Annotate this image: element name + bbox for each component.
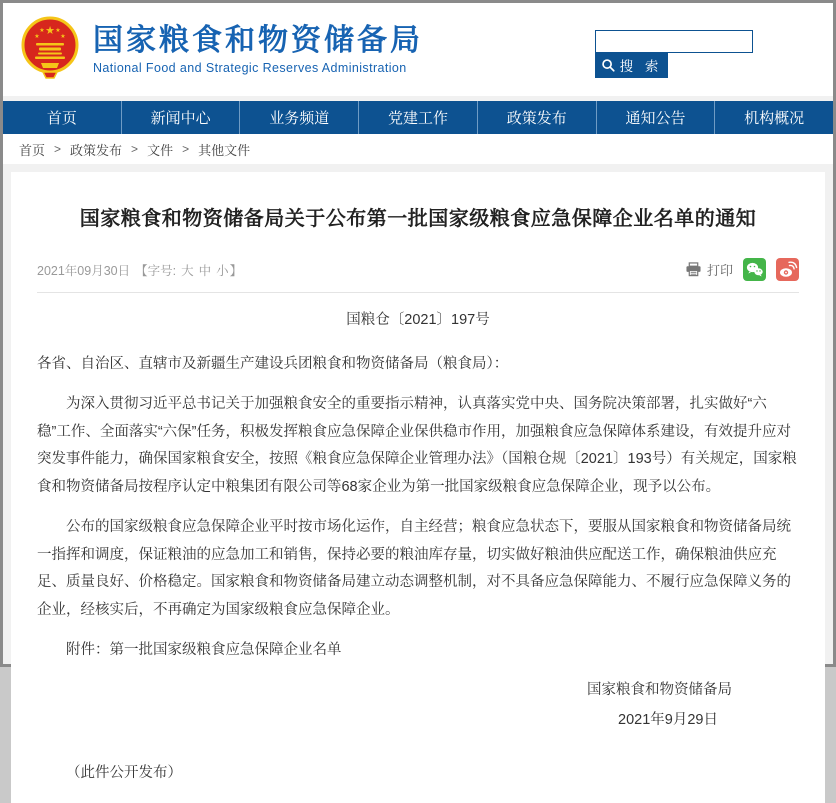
nav-item-party[interactable]: 党建工作	[359, 101, 478, 134]
main-nav	[3, 101, 833, 134]
national-emblem-icon	[19, 13, 81, 86]
article-panel	[11, 172, 825, 803]
fontsize-prefix: 【字号:	[135, 263, 177, 278]
breadcrumb-separator: >	[131, 142, 139, 156]
search-box	[595, 30, 753, 78]
svg-text:★: ★	[39, 28, 45, 34]
fontsize-small-button[interactable]: 小	[216, 263, 229, 278]
breadcrumb-documents[interactable]: 文件	[147, 142, 174, 158]
site-brand	[19, 13, 423, 86]
article-meta-right	[685, 258, 799, 281]
article-title: 国家粮食和物资储备局关于公布第一批国家级粮食应急保障企业名单的通知	[79, 208, 757, 230]
svg-text:★: ★	[45, 25, 55, 37]
site-title-cn: 国家粮食和物资储备局	[93, 24, 423, 58]
paragraph-1: 为深入贯彻习近平总书记关于加强粮食安全的重要指示精神，认真落实党中央、国务院决策部署，扎实做好“六稳”工作、全面落实“六保”任务，积极发挥粮食应急保障企业保供稳市作用，加强粮食应急保障体系建设，有效提升应对突发事件能力，确保国家粮食安全，按照《粮食应急保障企业管理办法》（国粮仓规〔2021〕193号）有关规定，国家粮食和物资储备局按程序认定中粮集团有限公司等68家企业为第一批国家级粮食应急保障企业，现予以公布。	[37, 396, 797, 495]
print-button-label: 打印	[706, 263, 733, 278]
nav-item-home[interactable]: 首页	[3, 101, 122, 134]
signature-date: 2021年9月29日	[618, 712, 718, 729]
search-button[interactable]	[595, 53, 668, 78]
printer-icon	[685, 262, 702, 277]
nav-item-notices[interactable]: 通知公告	[597, 101, 716, 134]
publish-date: 2021年09月30日	[37, 263, 131, 278]
breadcrumb-separator: >	[182, 142, 190, 156]
public-release-note: （此件公开发布）	[66, 764, 182, 781]
breadcrumb-other-documents[interactable]: 其他文件	[198, 142, 251, 158]
weibo-share-icon[interactable]	[776, 258, 799, 281]
fontsize-medium-button[interactable]: 中	[198, 263, 212, 278]
wechat-share-icon[interactable]	[743, 258, 766, 281]
search-input[interactable]	[595, 30, 753, 53]
article-meta-row	[37, 258, 799, 293]
signature-block	[37, 675, 799, 736]
site-header	[3, 3, 833, 96]
svg-text:★: ★	[55, 28, 61, 34]
document-number: 国粮仓〔2021〕197号	[346, 312, 490, 328]
nav-item-business[interactable]: 业务频道	[240, 101, 359, 134]
breadcrumb-separator: >	[54, 142, 62, 156]
svg-text:★: ★	[34, 34, 40, 40]
fontsize-large-button[interactable]: 大	[181, 263, 194, 278]
nav-item-policy[interactable]: 政策发布	[478, 101, 597, 134]
signature-agency: 国家粮食和物资储备局	[587, 682, 732, 699]
brand-text	[93, 24, 423, 75]
print-button[interactable]	[685, 260, 733, 279]
breadcrumb-home[interactable]: 首页	[19, 142, 46, 158]
breadcrumb	[3, 134, 833, 164]
fontsize-suffix: 】	[229, 263, 243, 278]
salutation: 各省、自治区、直辖市及新疆生产建设兵团粮食和物资储备局（粮食局）：	[37, 355, 509, 372]
svg-text:★: ★	[60, 34, 66, 40]
search-button-label: 搜 索	[619, 59, 663, 74]
nav-item-about[interactable]: 机构概况	[744, 110, 805, 127]
attachment-line: 附件：第一批国家级粮食应急保障企业名单	[66, 642, 342, 659]
article-meta-left	[37, 261, 242, 279]
paragraph-2: 公布的国家级粮食应急保障企业平时按市场化运作，自主经营；粮食应急状态下，要服从国家粮食和物资储备局统一指挥和调度，保证粮油的应急加工和销售，保持必要的粮油库存量，切实做好粮油供应配送工作，确保粮油供应充足、质量良好、价格稳定。国家粮食和物资储备局建立动态调整机制，对不具备应急保障能力、不履行应急保障义务的企业，经核实后，不再确定为国家级粮食应急保障企业。	[37, 519, 791, 618]
search-icon	[601, 58, 616, 73]
breadcrumb-policy[interactable]: 政策发布	[70, 142, 123, 158]
nav-item-news[interactable]: 新闻中心	[122, 101, 241, 134]
site-title-en: National Food and Strategic Reserves Administration	[93, 60, 407, 75]
